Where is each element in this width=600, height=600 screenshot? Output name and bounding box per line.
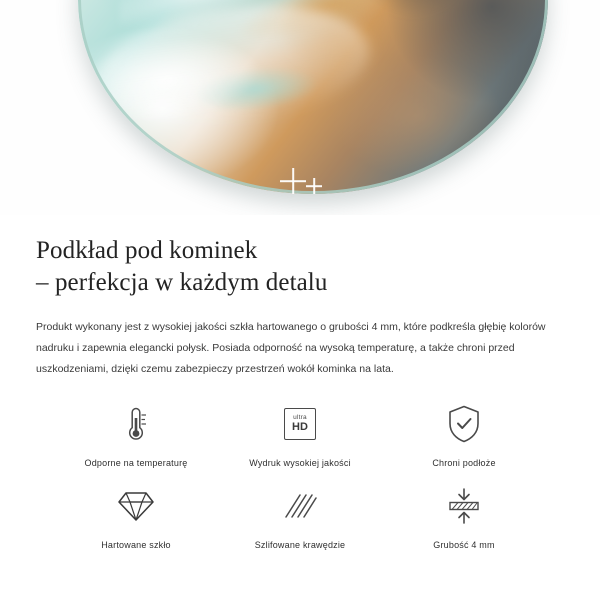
ultra-hd-badge-bottom: HD bbox=[292, 421, 308, 434]
feature-label: Chroni podłoże bbox=[432, 458, 496, 468]
diamond-icon bbox=[117, 484, 155, 528]
thermometer-icon bbox=[121, 402, 151, 446]
content-section bbox=[0, 235, 600, 550]
feature-item-surface-protection bbox=[382, 402, 546, 468]
feature-label: Szlifowane krawędzie bbox=[254, 540, 346, 550]
ultra-hd-icon bbox=[284, 402, 316, 446]
feature-item-temperature bbox=[54, 402, 218, 468]
headline-line-1: Podkład pod kominek bbox=[36, 237, 258, 264]
thickness-icon bbox=[444, 484, 484, 528]
feature-label: Odporne na temperaturę bbox=[84, 458, 188, 468]
hero-section bbox=[0, 0, 600, 215]
feature-item-tempered-glass bbox=[54, 484, 218, 550]
feature-label: Wydruk wysokiej jakości bbox=[249, 458, 351, 468]
feature-grid bbox=[36, 402, 564, 550]
feature-label: Hartowane szkło bbox=[101, 540, 171, 550]
feature-item-thickness bbox=[382, 484, 546, 550]
headline-line-2: – perfekcja w każdym detalu bbox=[36, 269, 328, 296]
shield-check-icon bbox=[446, 402, 482, 446]
feature-item-polished-edges bbox=[218, 484, 382, 550]
page-title bbox=[36, 235, 564, 299]
feature-item-print-quality bbox=[218, 402, 382, 468]
ultra-hd-badge-top: ultra bbox=[293, 413, 307, 421]
polished-edges-icon bbox=[282, 484, 318, 528]
feature-label: Grubość 4 mm bbox=[433, 540, 495, 550]
product-description: Produkt wykonany jest z wysokiej jakości szkła hartowanego o grubości 4 mm, które podkreśla głębię kolorów nadruku i zapewnia elegancki połysk. Posiada odporność na wysoką temperaturę, a także chroni przed uszkodzeniami, dzięki czemu zabezpieczy przestrzeń wokół kominka na lata. bbox=[36, 321, 546, 375]
